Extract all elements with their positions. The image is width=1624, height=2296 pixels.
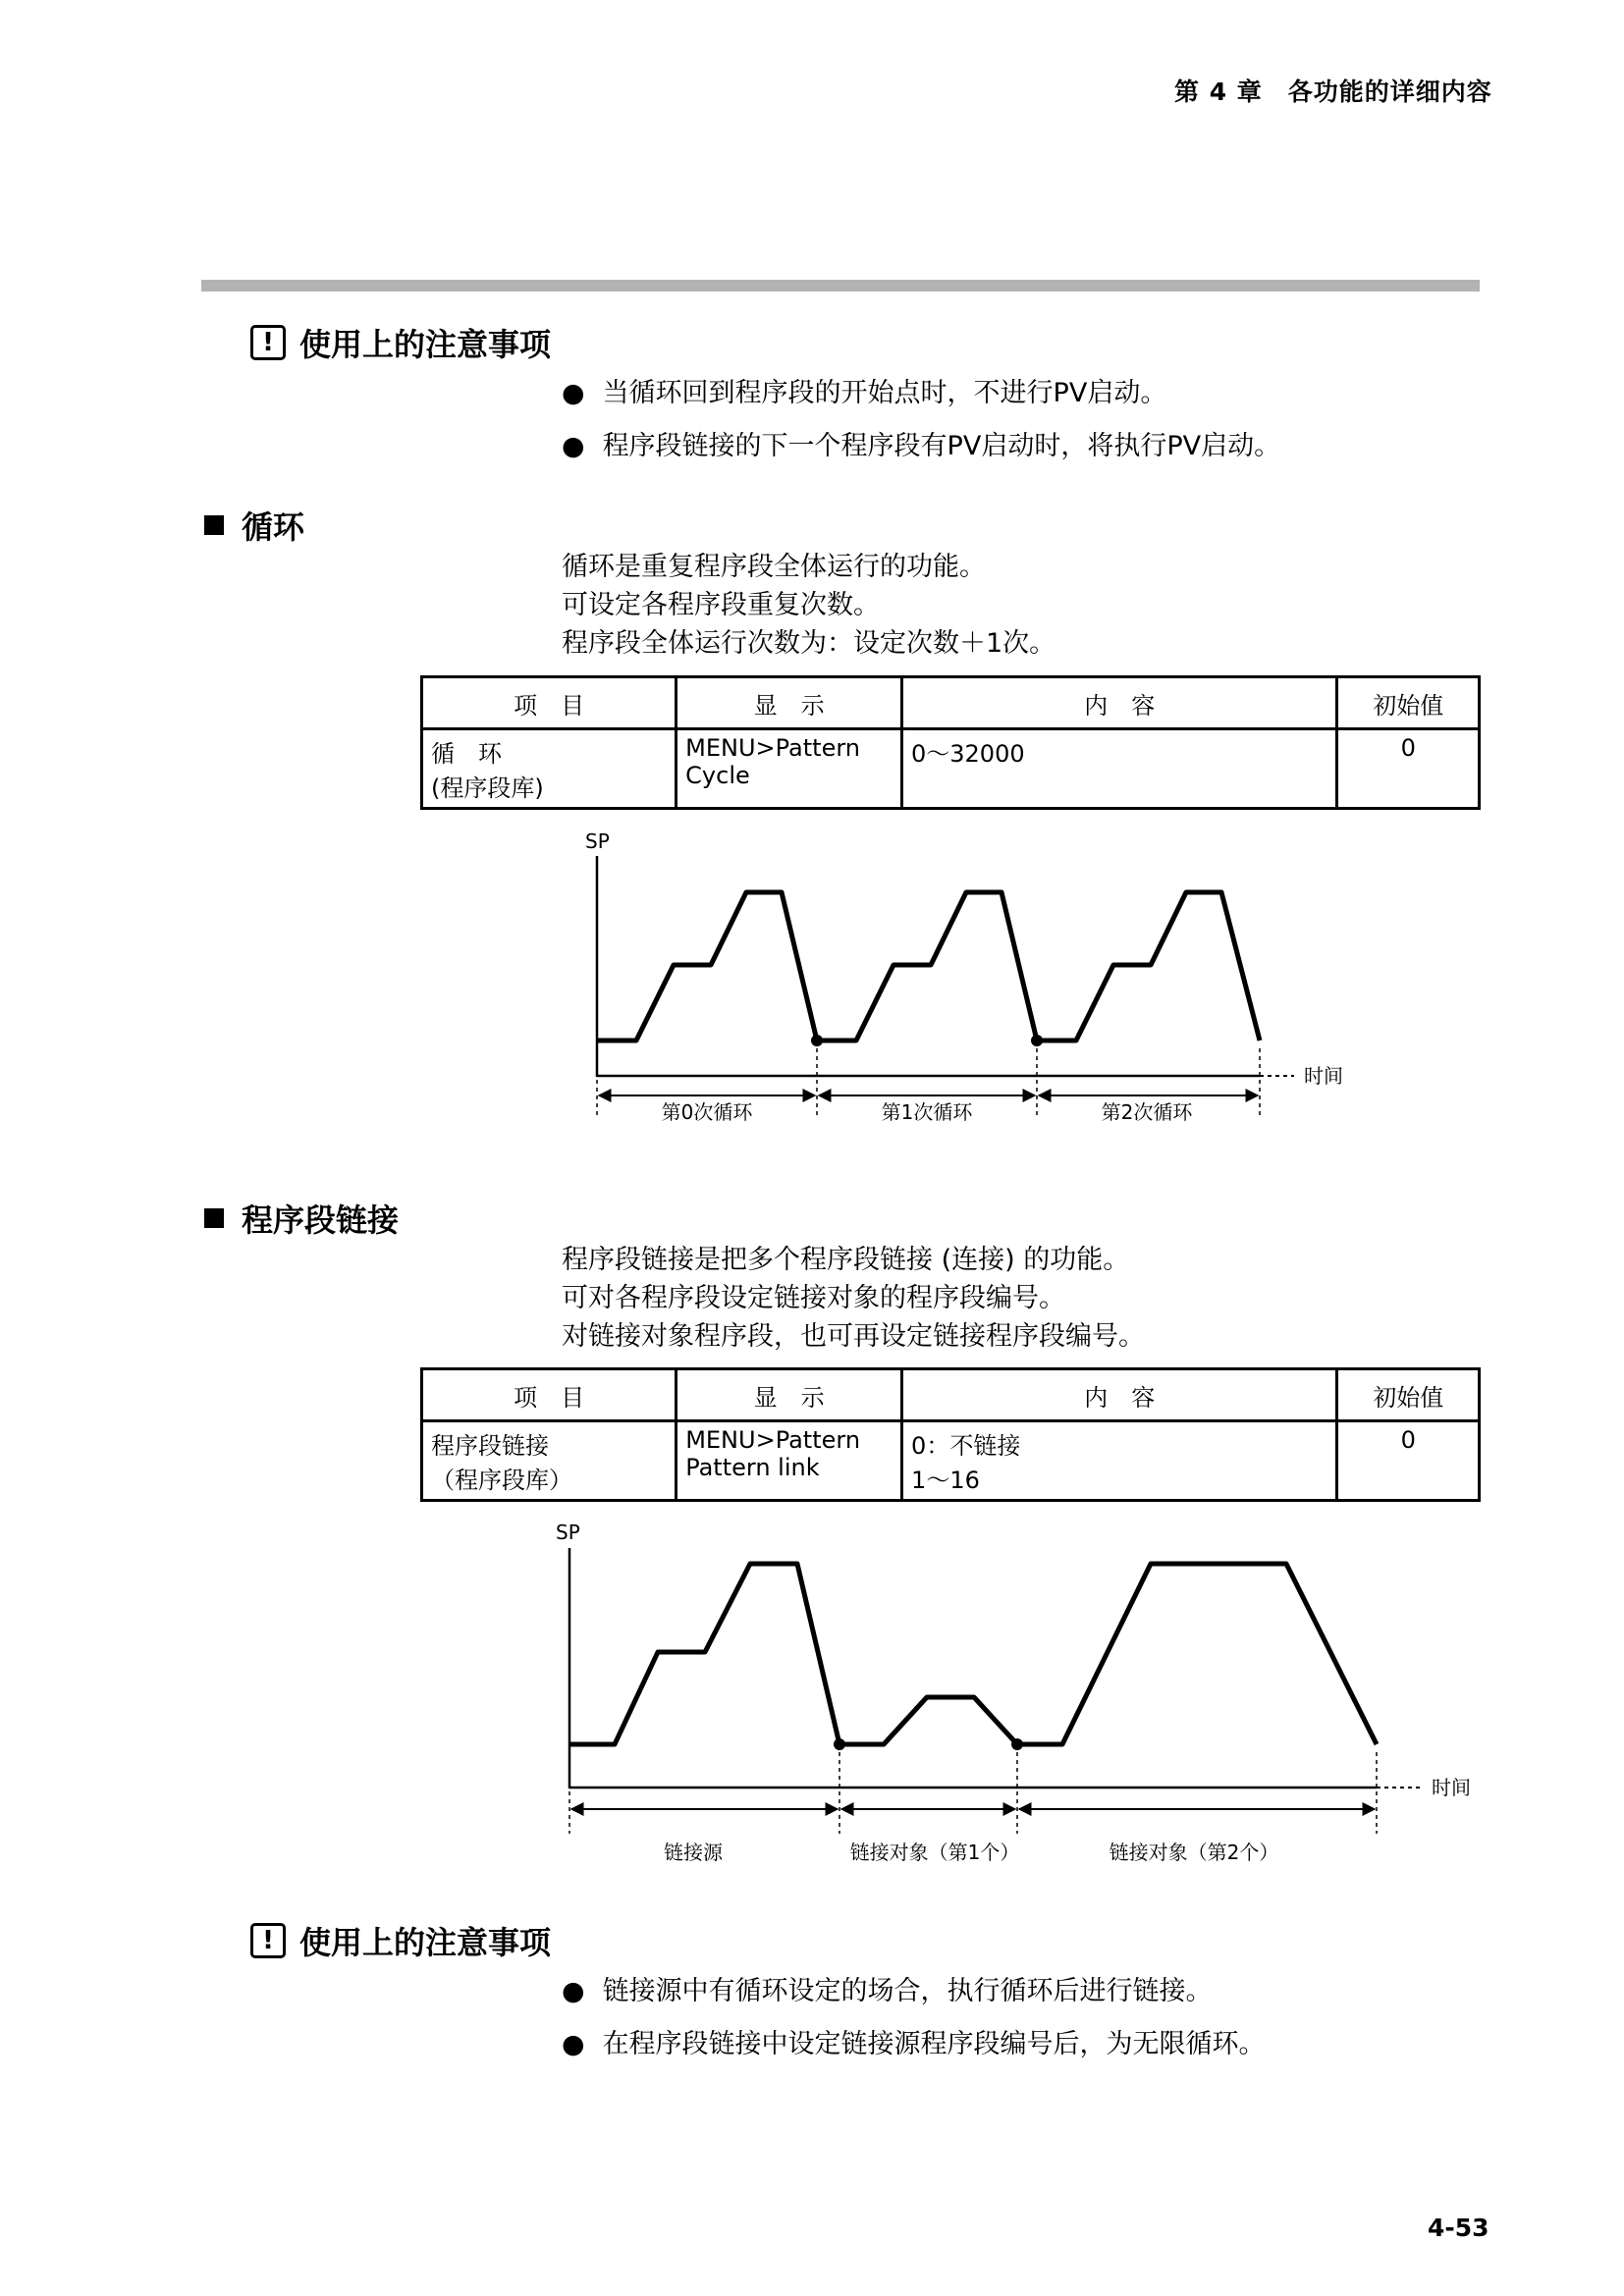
display-cell: MENU>Pattern Pattern link xyxy=(677,1421,902,1501)
bullet-text: 程序段链接的下一个程序段有PV启动时，将执行PV启动。 xyxy=(602,431,1281,461)
paragraph-line: 程序段链接是把多个程序段链接 (连接) 的功能。 xyxy=(562,1245,1130,1275)
sp-profile-line xyxy=(569,1564,1377,1744)
bullet-item xyxy=(562,2022,1266,2060)
bullet-icon: ● xyxy=(562,1976,585,2006)
column-header: 内 容 xyxy=(902,677,1337,729)
bullet-text: 链接源中有循环设定的场合，执行循环后进行链接。 xyxy=(602,1976,1213,2006)
y-axis-label: SP xyxy=(585,829,610,853)
link-junction-point xyxy=(834,1738,845,1750)
paragraph-line: 程序段全体运行次数为：设定次数＋1次。 xyxy=(562,628,1056,659)
page-number: 4-53 xyxy=(1428,2214,1489,2242)
bullet-text: 当循环回到程序段的开始点时，不进行PV启动。 xyxy=(602,378,1167,408)
caution-label: 使用上的注意事项 xyxy=(299,326,552,363)
item-cell: 程序段链接 （程序段库） xyxy=(422,1421,677,1501)
item-cell: 循 环 (程序段库) xyxy=(422,729,677,809)
paragraph-line: 对链接对象程序段，也可再设定链接程序段编号。 xyxy=(562,1321,1145,1352)
span-label: 链接对象（第1个） xyxy=(849,1841,1020,1864)
caution-heading xyxy=(250,1918,551,1963)
initial-value-cell: 0 xyxy=(1337,729,1480,809)
display-cell: MENU>Pattern Cycle xyxy=(677,729,902,809)
caution-icon: ! xyxy=(250,325,286,360)
bullet-icon: ● xyxy=(562,431,585,461)
bullet-icon: ● xyxy=(562,2029,585,2059)
paragraph-line: 循环是重复程序段全体运行的功能。 xyxy=(562,552,986,582)
content-cell: 0～32000 xyxy=(902,729,1337,809)
caution-label: 使用上的注意事项 xyxy=(299,1924,552,1961)
y-axis-label: SP xyxy=(556,1521,580,1544)
bullet-icon: ● xyxy=(562,378,585,408)
column-header: 显 示 xyxy=(677,677,902,729)
initial-value-cell: 0 xyxy=(1337,1421,1480,1501)
section-title-pattern-link: 程序段链接 xyxy=(204,1196,399,1241)
column-header: 显 示 xyxy=(677,1369,902,1421)
section-title-cycle: 循环 xyxy=(204,503,304,548)
bullet-item xyxy=(562,1969,1213,2007)
span-label: 第0次循环 xyxy=(661,1100,753,1124)
column-header: 初始值 xyxy=(1337,677,1480,729)
column-header: 项 目 xyxy=(422,677,677,729)
span-label: 链接对象（第2个） xyxy=(1109,1841,1279,1864)
paragraph-line: 可对各程序段设定链接对象的程序段编号。 xyxy=(562,1283,1065,1313)
chapter-header: 第 4 章 各功能的详细内容 xyxy=(1174,78,1492,106)
column-header: 内 容 xyxy=(902,1369,1337,1421)
caution-icon: ! xyxy=(250,1923,286,1958)
span-label: 第2次循环 xyxy=(1101,1100,1193,1124)
column-header: 项 目 xyxy=(422,1369,677,1421)
x-axis-label: 时间 xyxy=(1432,1776,1471,1799)
x-axis-label: 时间 xyxy=(1304,1064,1343,1088)
span-label: 第1次循环 xyxy=(881,1100,973,1124)
paragraph-line: 可设定各程序段重复次数。 xyxy=(562,590,880,620)
bullet-text: 在程序段链接中设定链接源程序段编号后，为无限循环。 xyxy=(602,2029,1266,2059)
column-header: 初始值 xyxy=(1337,1369,1480,1421)
content-cell: 0：不链接 1～16 xyxy=(902,1421,1337,1501)
span-label: 链接源 xyxy=(664,1841,723,1864)
link-junction-point xyxy=(1011,1738,1023,1750)
